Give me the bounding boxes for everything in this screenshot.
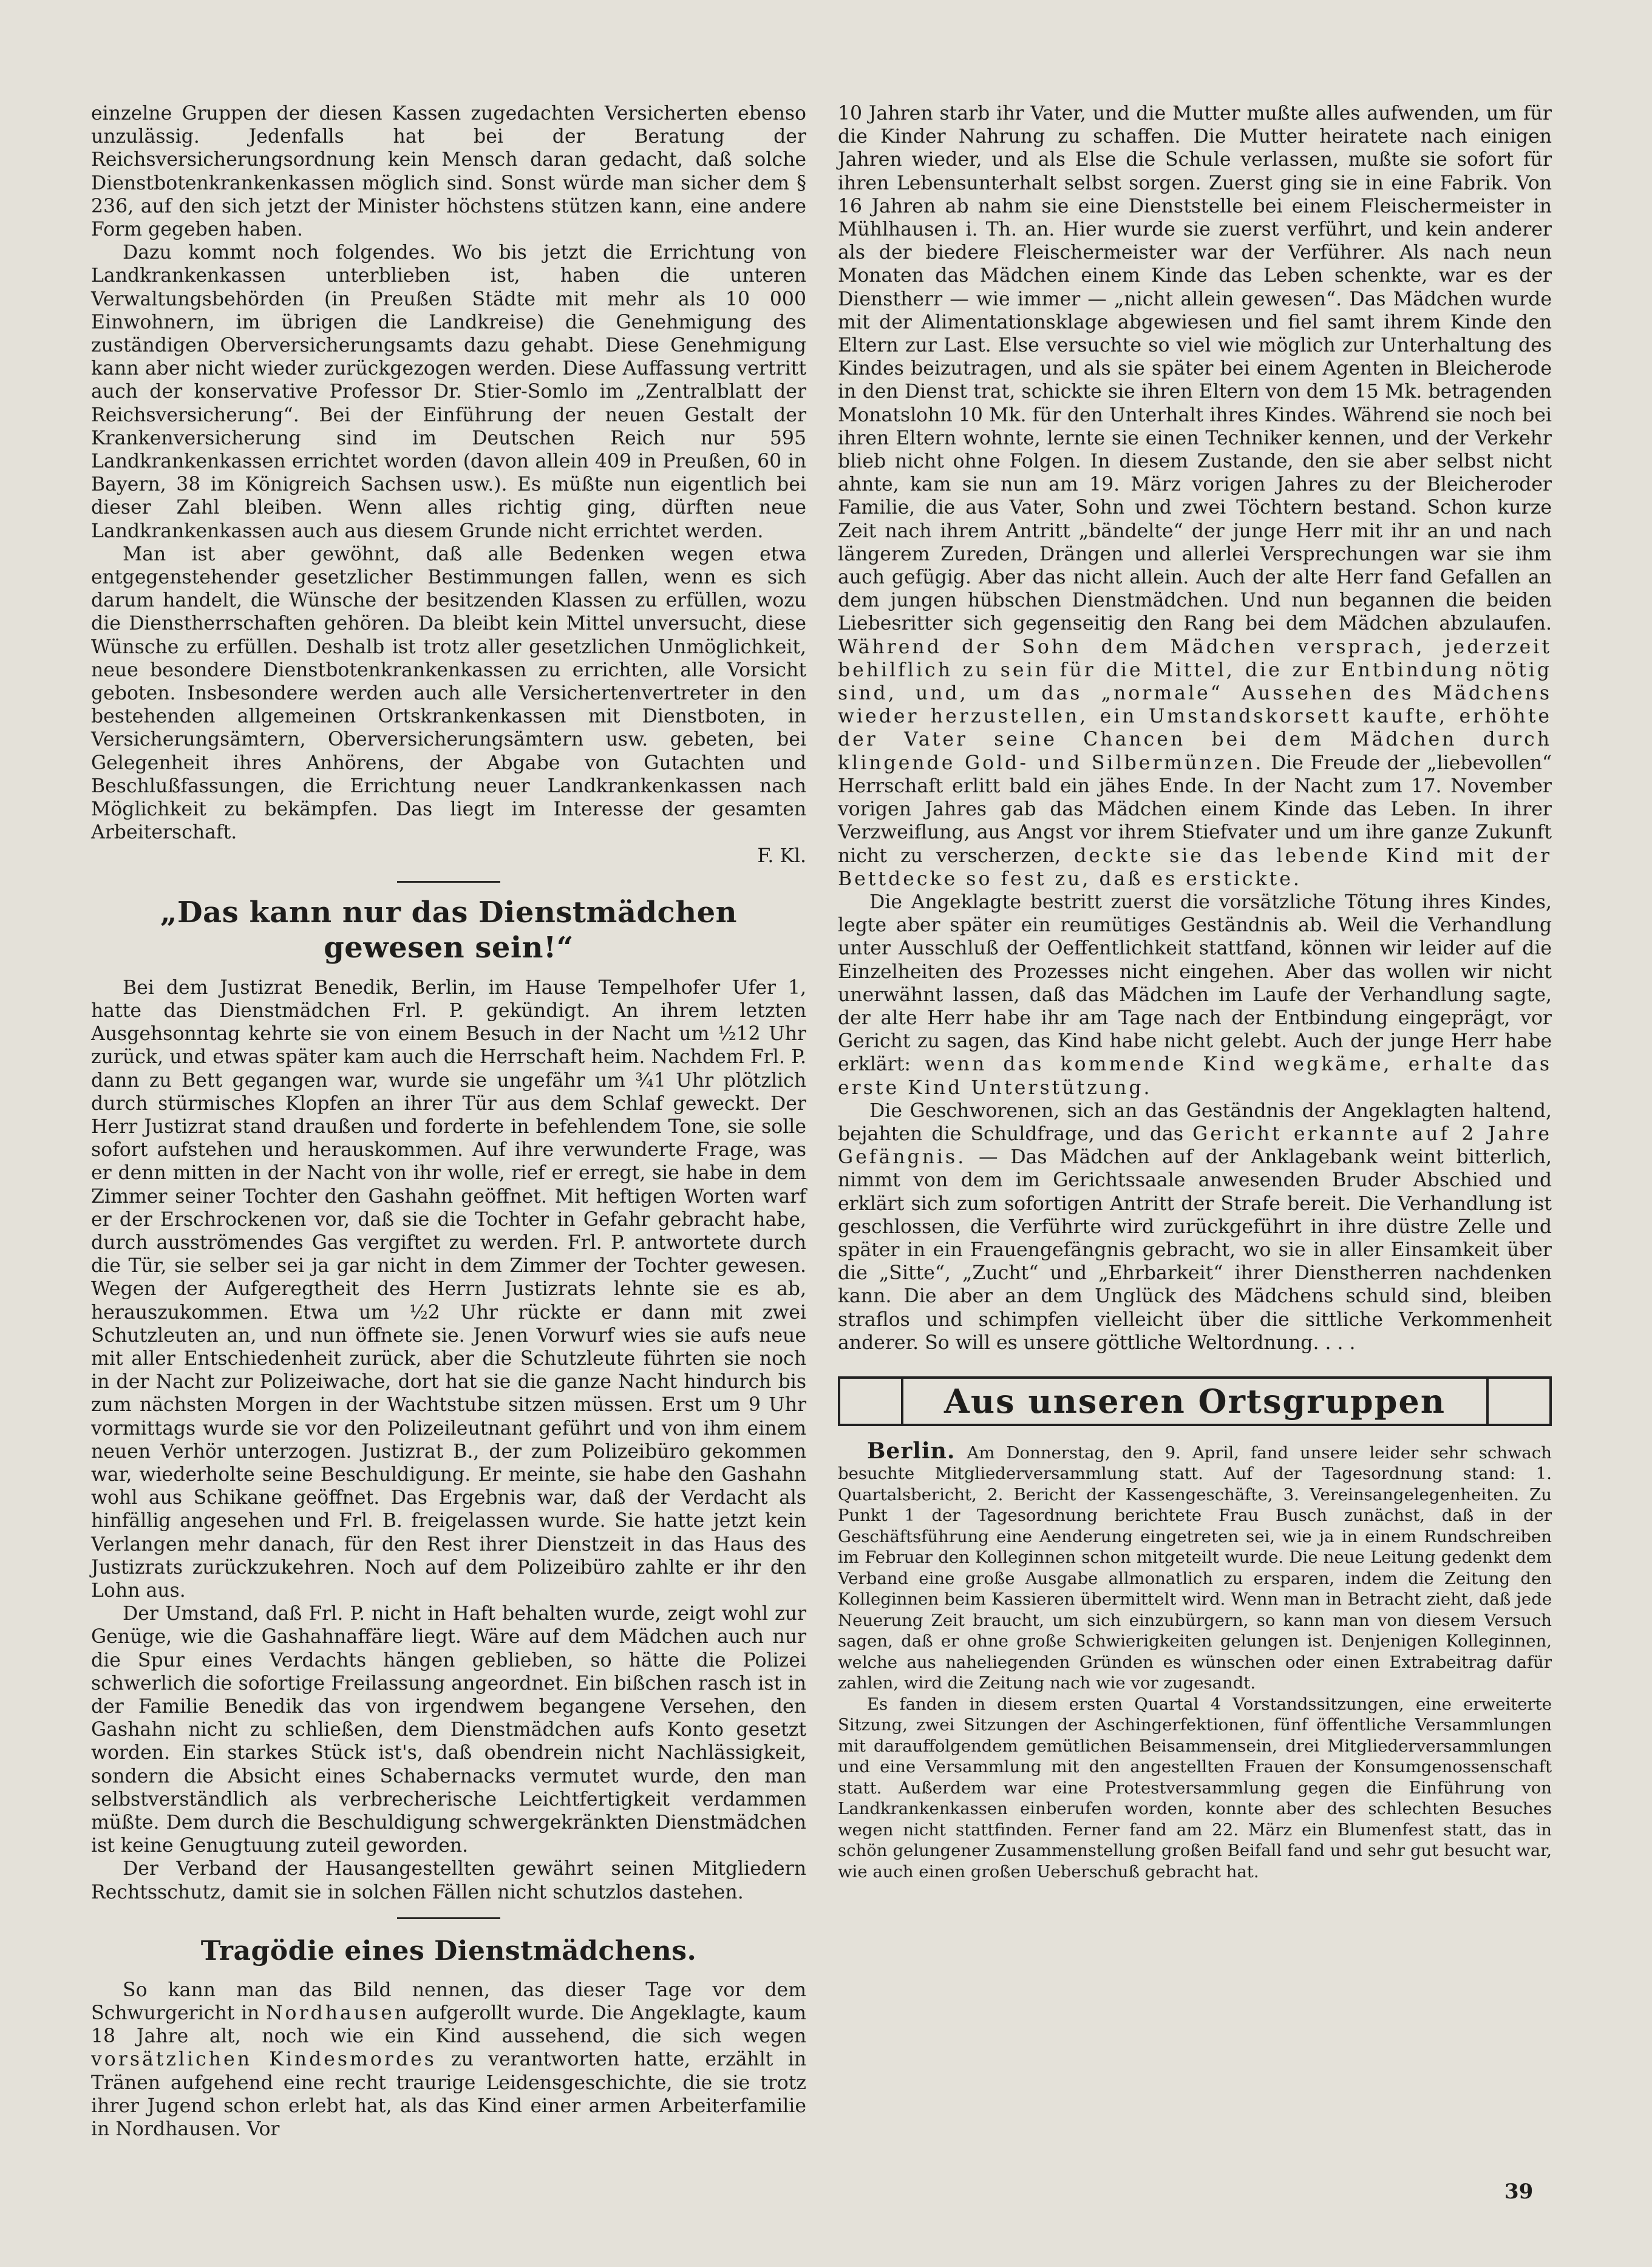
page-number: 39	[1504, 2180, 1534, 2204]
paragraph: So kann man das Bild nennen, das dieser Tage vor dem Schwurgericht in Nordhausen aufgerollt wurde. Die Angeklagte, kaum 18 Jahre alt, noch wie ein Kind aussehend, die sich wegen vorsätzlichen Kindesmordes zu verantworten hatte, erzählt in Tränen aufgehend eine recht traurige Leidensgeschichte, die sie trotz ihrer Jugend schon erlebt hat, als das Kind einer armen Arbeiterfamilie in Nordhausen. Vor	[91, 1979, 807, 2141]
paragraph: Der Umstand, daß Frl. P. nicht in Haft behalten wurde, zeigt wohl zur Genüge, wie die Gashahnaffäre liegt. Wäre auf dem Mädchen auch nur die Spur eines Verdachts hängen geblieben, so hätte die Polizei schwerlich die sofortige Freilassung angeordnet. Ein bißchen rasch ist in der Familie Benedik das von irgendwem begangene Versehen, den Gashahn nicht zu schließen, dem Dienstmädchen aufs Konto gesetzt worden. Ein starkes Stück ist's, daß obendrein nicht Nachlässigkeit, sondern die Absicht eines Schabernacks vermutet wurde, den man selbstverständlich als verbrecherische Leichtfertigkeit verdammen müßte. Dem durch die Beschuldigung schwergekränkten Dienstmädchen ist keine Genugtuung zuteil geworden.	[91, 1603, 806, 1857]
section-heading: Aus unseren Ortsgruppen	[944, 1381, 1446, 1421]
paragraph: Bei dem Justizrat Benedik, Berlin, im Hause Tempelhofer Ufer 1, hatte das Dienstmädchen Frl. P. gekündigt. An ihrem letzten Ausgehsonntag kehrte sie von einem Besuch in der Nacht um ½12 Uhr zurück, und etwas später kam auch die Herrschaft heim. Nachdem Frl. P. dann zu Bett gegangen war, wurde sie ungefähr um ¾1 Uhr plötzlich durch stürmisches Klopfen an ihrer Tür aus dem Schlaf geweckt. Der Herr Justizrat stand draußen und forderte in befehlendem Tone, sie solle sofort aufstehen und herauskommen. Auf ihre verwunderte Frage, was er denn mitten in der Nacht von ihr wolle, rief er erregt, sie habe in dem Zimmer seiner Tochter den Gashahn geöffnet. Mit heftigen Worten warf er der Erschrockenen vor, daß sie die Tochter in Gefahr gebracht habe, durch ausströmendes Gas vergiftet zu werden. Frl. P. antwortete durch die Tür, sie selber sei ja gar nicht in dem Zimmer der Tochter gewesen. Wegen der Aufgeregtheit des Herrn Justizrats lehnte sie es ab, herauszukommen. Etwa um ½2 Uhr rückte er dann mit zwei Schutzleuten an, und nun öffnete sie. Jenen Vorwurf wies sie aufs neue mit aller Entschiedenheit zurück, aber die Schutzleute führten sie noch in der Nacht zur Polizeiwache, dort hat sie die ganze Nacht hindurch bis zum nächsten Morgen in der Wachtstube sitzen müssen. Erst um 9 Uhr vormittags wurde sie vor den Polizeileutnant geführt und von ihm einem neuen Verhör unterzogen. Justizrat B., der zum Polizeibüro gekommen war, wiederholte seine Beschuldigung. Er meinte, sie habe den Gashahn wohl aus Schikane geöffnet. Das Ergebnis war, daß der Verdacht als hinfällig angesehen und Frl. B. freigelassen wurde. Sie hatte jetzt kein Verlangen mehr danach, für den Rest ihrer Dienstzeit in das Haus des Justizrats zurückzukehren. Noch auf dem Polizeibüro zahlte er ihr den Lohn aus.	[91, 976, 806, 1602]
locale-name: Berlin.	[867, 1438, 956, 1464]
author-signature: F. Kl.	[757, 845, 806, 867]
spaced-emphasis: vorsätzlichen Kindesmordes	[91, 2048, 437, 2071]
paragraph: Man ist aber gewöhnt, daß alle Bedenken wegen etwa entgegenstehender gesetzlicher Bestimmungen fallen, wenn es sich darum handelt, die Wünsche der besitzenden Klassen zu erfüllen, wozu die Dienstherrschaften gehören. Da bleibt kein Mittel unversucht, diese Wünsche zu erfüllen. Deshalb ist trotz aller gesetzlichen Unmöglichkeit, neue besondere Dienstbotenkrankenkassen zu errichten, alle Vorsicht geboten. Insbesondere werden auch alle Versichertenvertreter in den bestehenden allgemeinen Ortskrankenkassen mit Dienstboten, in Versicherungsämtern, Oberversicherungsämtern usw. gebeten, bei Gelegenheit ihres Anhörens, der Abgabe von Gutachten und Beschlußfassungen, die Errichtung neuer Landkrankenkassen nach Möglichkeit zu bekämpfen. Das liegt im Interesse der gesamten Arbeiterschaft. F. Kl.	[91, 543, 806, 867]
article-heading: Tragödie eines Dienstmädchens.	[200, 1935, 697, 1966]
paragraph: Dazu kommt noch folgendes. Wo bis jetzt die Errichtung von Landkrankenkassen unterblieben ist, haben die unteren Verwaltungsbehörden (in Preußen Städte mit mehr als 10 000 Einwohnern, im übrigen die Landkreise) die Genehmigung des zuständigen Oberversicherungsamts dazu gehabt. Diese Genehmigung kann aber nicht wieder zurückgezogen werden. Diese Auffassung vertritt auch der konservative Professor Dr. Stier-Somlo im „Zentralblatt der Reichsversicherung“. Bei der Einführung der neuen Gestalt der Krankenversicherung sind im Deutschen Reich nur 595 Landkrankenkassen errichtet worden (davon allein 409 in Preußen, 60 in Bayern, 38 im Königreich Sachsen usw.). Es müßte nun eigentlich bei dieser Zahl bleiben. Wenn alles richtig ging, dürften neue Landkrankenkassen auch aus diesem Grunde nicht errichtet werden.	[91, 242, 806, 542]
left-column	[91, 102, 806, 2141]
spaced-emphasis: Gericht erkannte auf 2 Jahre Gefängnis.	[838, 1123, 1552, 1169]
article-heading: „Das kann nur das Dienstmädchen gewesen sein!“	[160, 895, 738, 965]
right-column	[838, 102, 1552, 1882]
paragraph: Es fanden in diesem ersten Quartal 4 Vorstandssitzungen, eine erweiterte Sitzung, zwei Sitzungen der Aschingerfektionen, fünf öffentliche Versammlungen mit darauffolgendem gemütlichen Beisammensein, drei Mitgliederversammlungen und eine Versammlung mit den angestellten Frauen der Konsumgenossenschaft statt. Außerdem war eine Protestversammlung gegen die Einführung von Landkrankenkassen einberufen worden, konnte aber des schlechten Besuches wegen nicht stattfinden. Ferner fand am 22. März ein Blumenfest statt, das in schön gelungener Zusammenstellung großen Beifall fand und sehr gut besucht war, wie auch einen großen Ueberschuß gebracht hat.	[838, 1694, 1552, 1881]
divider	[397, 1917, 500, 1919]
paragraph: Der Verband der Hausangestellten gewährt seinen Mitgliedern Rechtsschutz, damit sie in solchen Fällen nicht schutzlos dastehen.	[91, 1858, 806, 1903]
paragraph: Berlin. Am Donnerstag, den 9. April, fand unsere leider sehr schwach besuchte Mitgliederversammlung statt. Auf der Tagesordnung stand: 1. Quartalsbericht, 2. Bericht der Kassengeschäfte, 3. Vereinsangelegenheiten. Zu Punkt 1 der Tagesordnung berichtete Frau Busch zunächst, daß in der Geschäftsführung eine Aenderung eingetreten sei, wie ja in einem Rundschreiben im Februar den Kolleginnen schon mitgeteilt wurde. Die neue Leitung gedenkt dem Verband eine große Ausgabe allmonatlich zu ersparen, indem die Zeitung den Kolleginnen beim Kassieren übermittelt wird. Wenn man in Betracht zieht, daß jede Neuerung Zeit braucht, um sich einzubürgern, so kann man von diesem Versuch sagen, daß er ohne große Schwierigkeiten gelungen ist. Denjenigen Kolleginnen, welche aus naheliegenden Gründen es wünschen oder einen Extrabeitrag dafür zahlen, wird die Zeitung nach wie vor zugesandt.	[838, 1438, 1552, 1693]
spaced-emphasis: Nordhausen	[265, 2002, 410, 2025]
section-banner	[838, 1376, 1552, 1426]
paragraph: Die Angeklagte bestritt zuerst die vorsätzliche Tötung ihres Kindes, legte aber später ein reumütiges Geständnis ab. Weil die Verhandlung unter Ausschluß der Oeffentlichkeit stattfand, können wir leider auf die Einzelheiten des Prozesses nicht eingehen. Aber das wollen wir nicht unerwähnt lassen, daß das Mädchen im Laufe der Verhandlung sagte, der alte Herr habe ihr am Tage nach der Entbindung eingeprägt, vor Gericht zu sagen, das Kind habe nicht gelebt. Auch der junge Herr habe erklärt: wenn das kommende Kind wegkäme, erhalte das erste Kind Unterstützung.	[838, 891, 1552, 1099]
local-groups-report	[838, 1438, 1552, 1883]
spaced-emphasis: wenn das kommende Kind wegkäme, erhalte das erste Kind Unterstützung.	[838, 1053, 1552, 1099]
divider	[397, 881, 500, 883]
spaced-emphasis: Während der Sohn dem Mädchen versprach, jederzeit behilflich zu sein für die Mittel, die zur Entbindung nötig sind, und, um das „normale“ Aussehen des Mädchens wieder herzustellen, ein Umstandskorsett kaufte, erhöhte der Vater seine Chancen bei dem Mädchen durch klingende Gold- und Silbermünzen.	[838, 636, 1552, 774]
paragraph: einzelne Gruppen der diesen Kassen zugedachten Versicherten ebenso unzulässig. Jedenfalls hat bei der Beratung der Reichsversicherungsordnung kein Mensch daran gedacht, daß solche Dienstbotenkrankenkassen möglich sind. Sonst würde man sicher dem § 236, auf den sich jetzt der Minister höchstens stützen kann, eine andere Form gegeben haben.	[91, 103, 806, 241]
spaced-emphasis: deckte sie das lebende Kind mit der Bettdecke so fest zu, daß es erstickte.	[838, 845, 1552, 890]
paragraph: 10 Jahren starb ihr Vater, und die Mutter mußte alles aufwenden, um für die Kinder Nahrung zu schaffen. Die Mutter heiratete nach einigen Jahren wieder, und als Else die Schule verlassen, mußte sie sofort für ihren Lebensunterhalt selbst sorgen. Zuerst ging sie in eine Fabrik. Von 16 Jahren ab nahm sie eine Dienststelle bei einem Fleischermeister in Mühlhausen i. Th. an. Hier wurde sie zuerst verführt, und kein anderer als der biedere Fleischermeister war der Verführer. Als nach neun Monaten das Mädchen einem Kinde das Leben schenkte, war es der Dienstherr — wie immer — „nicht allein gewesen“. Das Mädchen wurde mit der Alimentationsklage abgewiesen und fiel samt ihrem Kinde den Eltern zur Last. Else versuchte so viel wie möglich zur Unterhaltung des Kindes beizutragen, und als sie später bei einem Agenten in Bleicherode in den Dienst trat, schickte sie ihren Eltern von dem 15 Mk. betragenden Monatslohn 10 Mk. für den Unterhalt ihres Kindes. Während sie noch bei ihren Eltern wohnte, lernte sie einen Techniker kennen, und der Verkehr blieb nicht ohne Folgen. In diesem Zustande, den sie aber selbst nicht ahnte, kam sie nun am 19. März vorigen Jahres zu der Bleicheroder Familie, die aus Vater, Sohn und zwei Töchtern bestand. Schon kurze Zeit nach ihrem Antritt „bändelte“ der junge Herr mit ihr an und nach längerem Zureden, Drängen und allerlei Versprechungen war sie ihm auch gefügig. Aber das nicht allein. Auch der alte Herr fand Gefallen an dem jungen hübschen Dienstmädchen. Und nun begannen die beiden Liebesritter sich gegenseitig den Rang bei dem Mädchen abzulaufen. Während der Sohn dem Mädchen versprach, jederzeit behilflich zu sein für die Mittel, die zur Entbindung nötig sind, und, um das „normale“ Aussehen des Mädchens wieder herzustellen, ein Umstandskorsett kaufte, erhöhte der Vater seine Chancen bei dem Mädchen durch klingende Gold- und Silbermünzen. Die Freude der „liebevollen“ Herrschaft erlitt bald ein jähes Ende. In der Nacht zum 17. November vorigen Jahres gab das Mädchen einem Kinde das Leben. In ihrer Verzweiflung, aus Angst vor ihrem Stiefvater und um ihre ganze Zukunft nicht zu verscherzen, deckte sie das lebende Kind mit der Bettdecke so fest zu, daß es erstickte.	[838, 103, 1552, 890]
paragraph: Die Geschworenen, sich an das Geständnis der Angeklagten haltend, bejahten die Schuldfrage, und das Gericht erkannte auf 2 Jahre Gefängnis. — Das Mädchen auf der Anklagebank weint bitterlich, nimmt von dem im Gerichtssaale anwesenden Bruder Abschied und erklärt sich zum sofortigen Antritt der Strafe bereit. Die Verhandlung ist geschlossen, die Verführte wird zurückgeführt in ihre düstre Zelle und später in ein Frauengefängnis gebracht, wo sie in aller Einsamkeit über die „Sitte“, „Zucht“ und „Ehrbarkeit“ ihrer Dienstherren nachdenken kann. Die aber an dem Unglück des Mädchens schuld sind, bleiben straflos und schimpfen vielleicht über die sittliche Verkommenheit anderer. So will es unsere göttliche Weltordnung. . . .	[838, 1100, 1552, 1354]
banner-box-left	[840, 1379, 903, 1424]
banner-box-right	[1486, 1379, 1549, 1424]
